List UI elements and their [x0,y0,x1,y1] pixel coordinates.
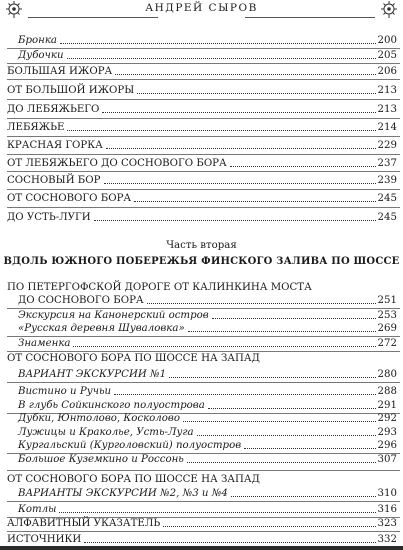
dot-leader [104,182,376,184]
dot-leader [231,495,376,497]
divider [7,63,400,64]
toc-entry[interactable]: Бронка 200 [18,35,397,46]
toc-entry[interactable]: ДО СОСНОВОГО БОРА 251 [18,295,397,306]
toc-entry[interactable]: ДО ЛЕБЯЖЬЕГО 213 [7,104,397,115]
toc-entry[interactable]: Большое Куземкино и Россонь 307 [18,454,397,465]
dot-leader [102,111,375,113]
dot-leader [115,73,375,75]
toc-entry[interactable]: Кургальский (Курголовский) полуостров 296 [18,440,397,451]
toc-entry[interactable]: В глубь Сойкинского полуострова 291 [18,400,397,411]
dot-leader [212,317,376,319]
dot-leader [73,345,375,347]
dot-leader [208,407,376,409]
dot-leader [114,393,375,395]
divider [7,118,400,119]
toc-entry[interactable]: СОСНОВЫЙ БОР 239 [7,175,397,186]
dot-leader [67,129,375,131]
part-label: Часть вторая [166,240,237,251]
dot-leader [187,461,376,463]
dot-leader [67,57,376,59]
dot-leader [59,511,375,513]
divider [7,79,400,80]
header-author: АНДРЕЙ СЫРОВ [145,2,258,14]
toc-entry[interactable]: ЛЕБЯЖЬЕ 214 [7,122,397,133]
dot-leader [244,447,375,449]
toc-entry[interactable]: ВАРИАНТЫ ЭКСКУРСИИ №2, №3 и №4 310 [18,488,397,499]
dot-leader [197,434,376,436]
dot-leader [94,219,376,221]
toc-entry[interactable]: Котлы 316 [18,504,397,515]
divider [7,351,400,352]
divider [7,189,400,190]
toc-entry[interactable]: Дубки, Юнтолово, Косколово 292 [18,413,397,424]
section-heading: ОТ СОСНОВОГО БОРА ПО ШОССЕ НА ЗАПАД [7,353,260,364]
section-heading: ПО ПЕТЕРГОФСКОЙ ДОРОГЕ ОТ КАЛИНКИНА МОСТА [7,282,312,293]
section-heading: ОТ СОСНОВОГО БОРА ПО ШОССЕ НА ЗАПАД [7,474,260,485]
toc-entry[interactable]: ИСТОЧНИКИ 332 [7,534,397,545]
toc-entry[interactable]: Знаменка 272 [18,338,397,349]
toc-entry[interactable]: ОТ ЛЕБЯЖЬЕГО ДО СОСНОВОГО БОРА 237 [7,158,397,169]
divider [7,531,400,532]
ornament-right-icon [379,0,399,20]
toc-entry[interactable]: Дубочки 205 [18,50,397,61]
toc-entry[interactable]: ОТ БОЛЬШОЙ ИЖОРЫ 213 [7,85,397,96]
dot-leader [137,92,375,94]
divider [7,470,400,471]
toc-entry[interactable]: АЛФАВИТНЫЙ УКАЗАТЕЛЬ 323 [7,518,397,529]
page-bottom-edge [0,546,403,550]
header-rule-left [28,17,158,18]
toc-entry[interactable]: БОЛЬШАЯ ИЖОРА 206 [7,66,397,77]
running-header [0,0,403,26]
toc-entry[interactable]: «Русская деревня Шуваловка» 269 [18,323,397,334]
toc-entry[interactable]: Лужицы и Кракольe, Усть-Луга 293 [18,427,397,438]
part-title: ВДОЛЬ ЮЖНОГО ПОБЕРЕЖЬЯ ФИНСКОГО ЗАЛИВА ПО ШОССЕ [3,256,400,267]
dot-leader [183,420,376,422]
divider [7,154,400,155]
toc-entry[interactable]: ДО УСТЬ-ЛУГИ 245 [7,212,397,223]
dot-leader [84,541,375,543]
dot-leader [106,147,376,149]
dot-leader [230,165,376,167]
divider [7,99,400,100]
toc-entry[interactable]: Вистино и Ручьи 288 [18,386,397,397]
toc-entry[interactable]: Экскурсия на Канонерский остров 253 [18,310,397,321]
dot-leader [134,200,375,202]
dot-leader [60,42,376,44]
toc-entry[interactable]: ВАРИАНТ ЭКСКУРСИИ №1 280 [18,369,397,380]
divider [7,501,400,502]
divider [7,382,400,383]
dot-leader [147,302,376,304]
dot-leader [163,525,375,527]
toc-entry[interactable]: ОТ СОСНОВОГО БОРА 245 [7,193,397,204]
toc-entry[interactable]: КРАСНАЯ ГОРКА 229 [7,140,397,151]
header-rule-right [245,17,375,18]
divider [7,136,400,137]
divider [7,207,400,208]
divider [7,171,400,172]
dot-leader [169,376,375,378]
dot-leader [188,330,376,332]
